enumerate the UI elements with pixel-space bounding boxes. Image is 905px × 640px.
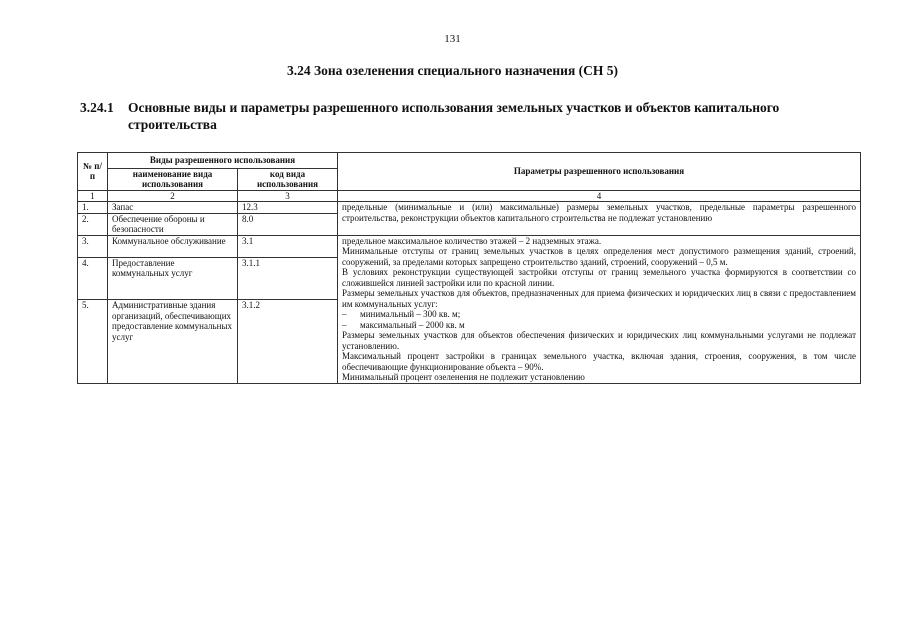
header-code: код вида использования — [238, 168, 338, 190]
dash-list-item — [342, 309, 856, 320]
use-code: 3.1.1 — [238, 257, 338, 300]
table-row — [78, 202, 861, 214]
dash-bullet: – — [342, 319, 347, 330]
subsection-heading — [80, 99, 870, 133]
use-code: 3.1 — [238, 235, 338, 257]
dash-text: минимальный – 300 кв. м; — [360, 309, 461, 319]
header-group: Виды разрешенного использования — [108, 153, 338, 169]
use-code: 3.1.2 — [238, 300, 338, 383]
col-number: 1 — [78, 190, 108, 202]
use-name: Обеспечение обороны и безопасности — [108, 213, 238, 235]
params-line: Размеры земельных участков для объектов, предназначенных для приема физических и юридических лиц в связи с предоставлением им коммунальных услуг: — [342, 288, 856, 309]
params-cell-2 — [338, 235, 861, 383]
row-num: 5. — [78, 300, 108, 383]
header-name: наименование вида использования — [108, 168, 238, 190]
permitted-use-table — [77, 152, 861, 384]
section-title: 3.24 Зона озеленения специального назначения (СН 5) — [286, 63, 618, 78]
col-number: 3 — [238, 190, 338, 202]
use-code: 8.0 — [238, 213, 338, 235]
use-name: Коммунальное обслуживание — [108, 235, 238, 257]
header-num: № п/п — [78, 153, 108, 191]
col-number: 4 — [338, 190, 861, 202]
dash-bullet: – — [342, 309, 347, 319]
dash-list-item — [342, 320, 856, 331]
dash-text: максимальный – 2000 кв. м — [360, 319, 465, 330]
params-line: Минимальные отступы от границ земельных участков в целях определения мест допустимого размещения зданий, строений, сооружений, за пределами которых запрещено строительство зданий, строений, сооружений – 0,5 м. — [342, 246, 856, 267]
subsection-number: 3.24.1 — [80, 100, 114, 115]
params-cell-1: предельные (минимальные и (или) максимальные) размеры земельных участков, предельные параметры разрешенного строительства, реконструкции объектов капитального строительства не подлежат установлению — [338, 202, 861, 236]
use-name: Предоставление коммунальных услуг — [108, 257, 238, 300]
row-num: 1. — [78, 202, 108, 214]
use-code: 12.3 — [238, 202, 338, 214]
use-name: Запас — [108, 202, 238, 214]
params-line: В условиях реконструкции существующей застройки отступы от границ земельного участка формируются в соответствии со сложившейся линией застройки или по красной линии. — [342, 267, 856, 288]
column-numbers-row — [78, 190, 861, 202]
params-line: предельное максимальное количество этажей – 2 надземных этажа. — [342, 235, 602, 246]
subsection-title: Основные виды и параметры разрешенного использования земельных участков и объектов капитального строительства — [128, 100, 780, 132]
params-line: Размеры земельных участков для объектов обеспечения физических и юридических лиц коммунальными услугами не подлежат установлению. — [342, 330, 856, 351]
col-number: 2 — [108, 190, 238, 202]
params-line: Максимальный процент застройки в границах земельного участка, включая здания, строения, сооружения, в том числе обеспечивающие функционирование объекта – 90%. — [342, 351, 856, 372]
row-num: 3. — [78, 235, 108, 257]
header-params: Параметры разрешенного использования — [338, 153, 861, 191]
page-number: 131 — [444, 33, 461, 45]
table-row — [78, 235, 861, 257]
use-name: Административные здания организаций, обеспечивающих предоставление коммунальных услуг — [108, 300, 238, 383]
row-num: 2. — [78, 213, 108, 235]
params-line: Минимальный процент озеленения не подлежит установлению — [342, 372, 585, 382]
header-row — [78, 153, 861, 169]
row-num: 4. — [78, 257, 108, 300]
